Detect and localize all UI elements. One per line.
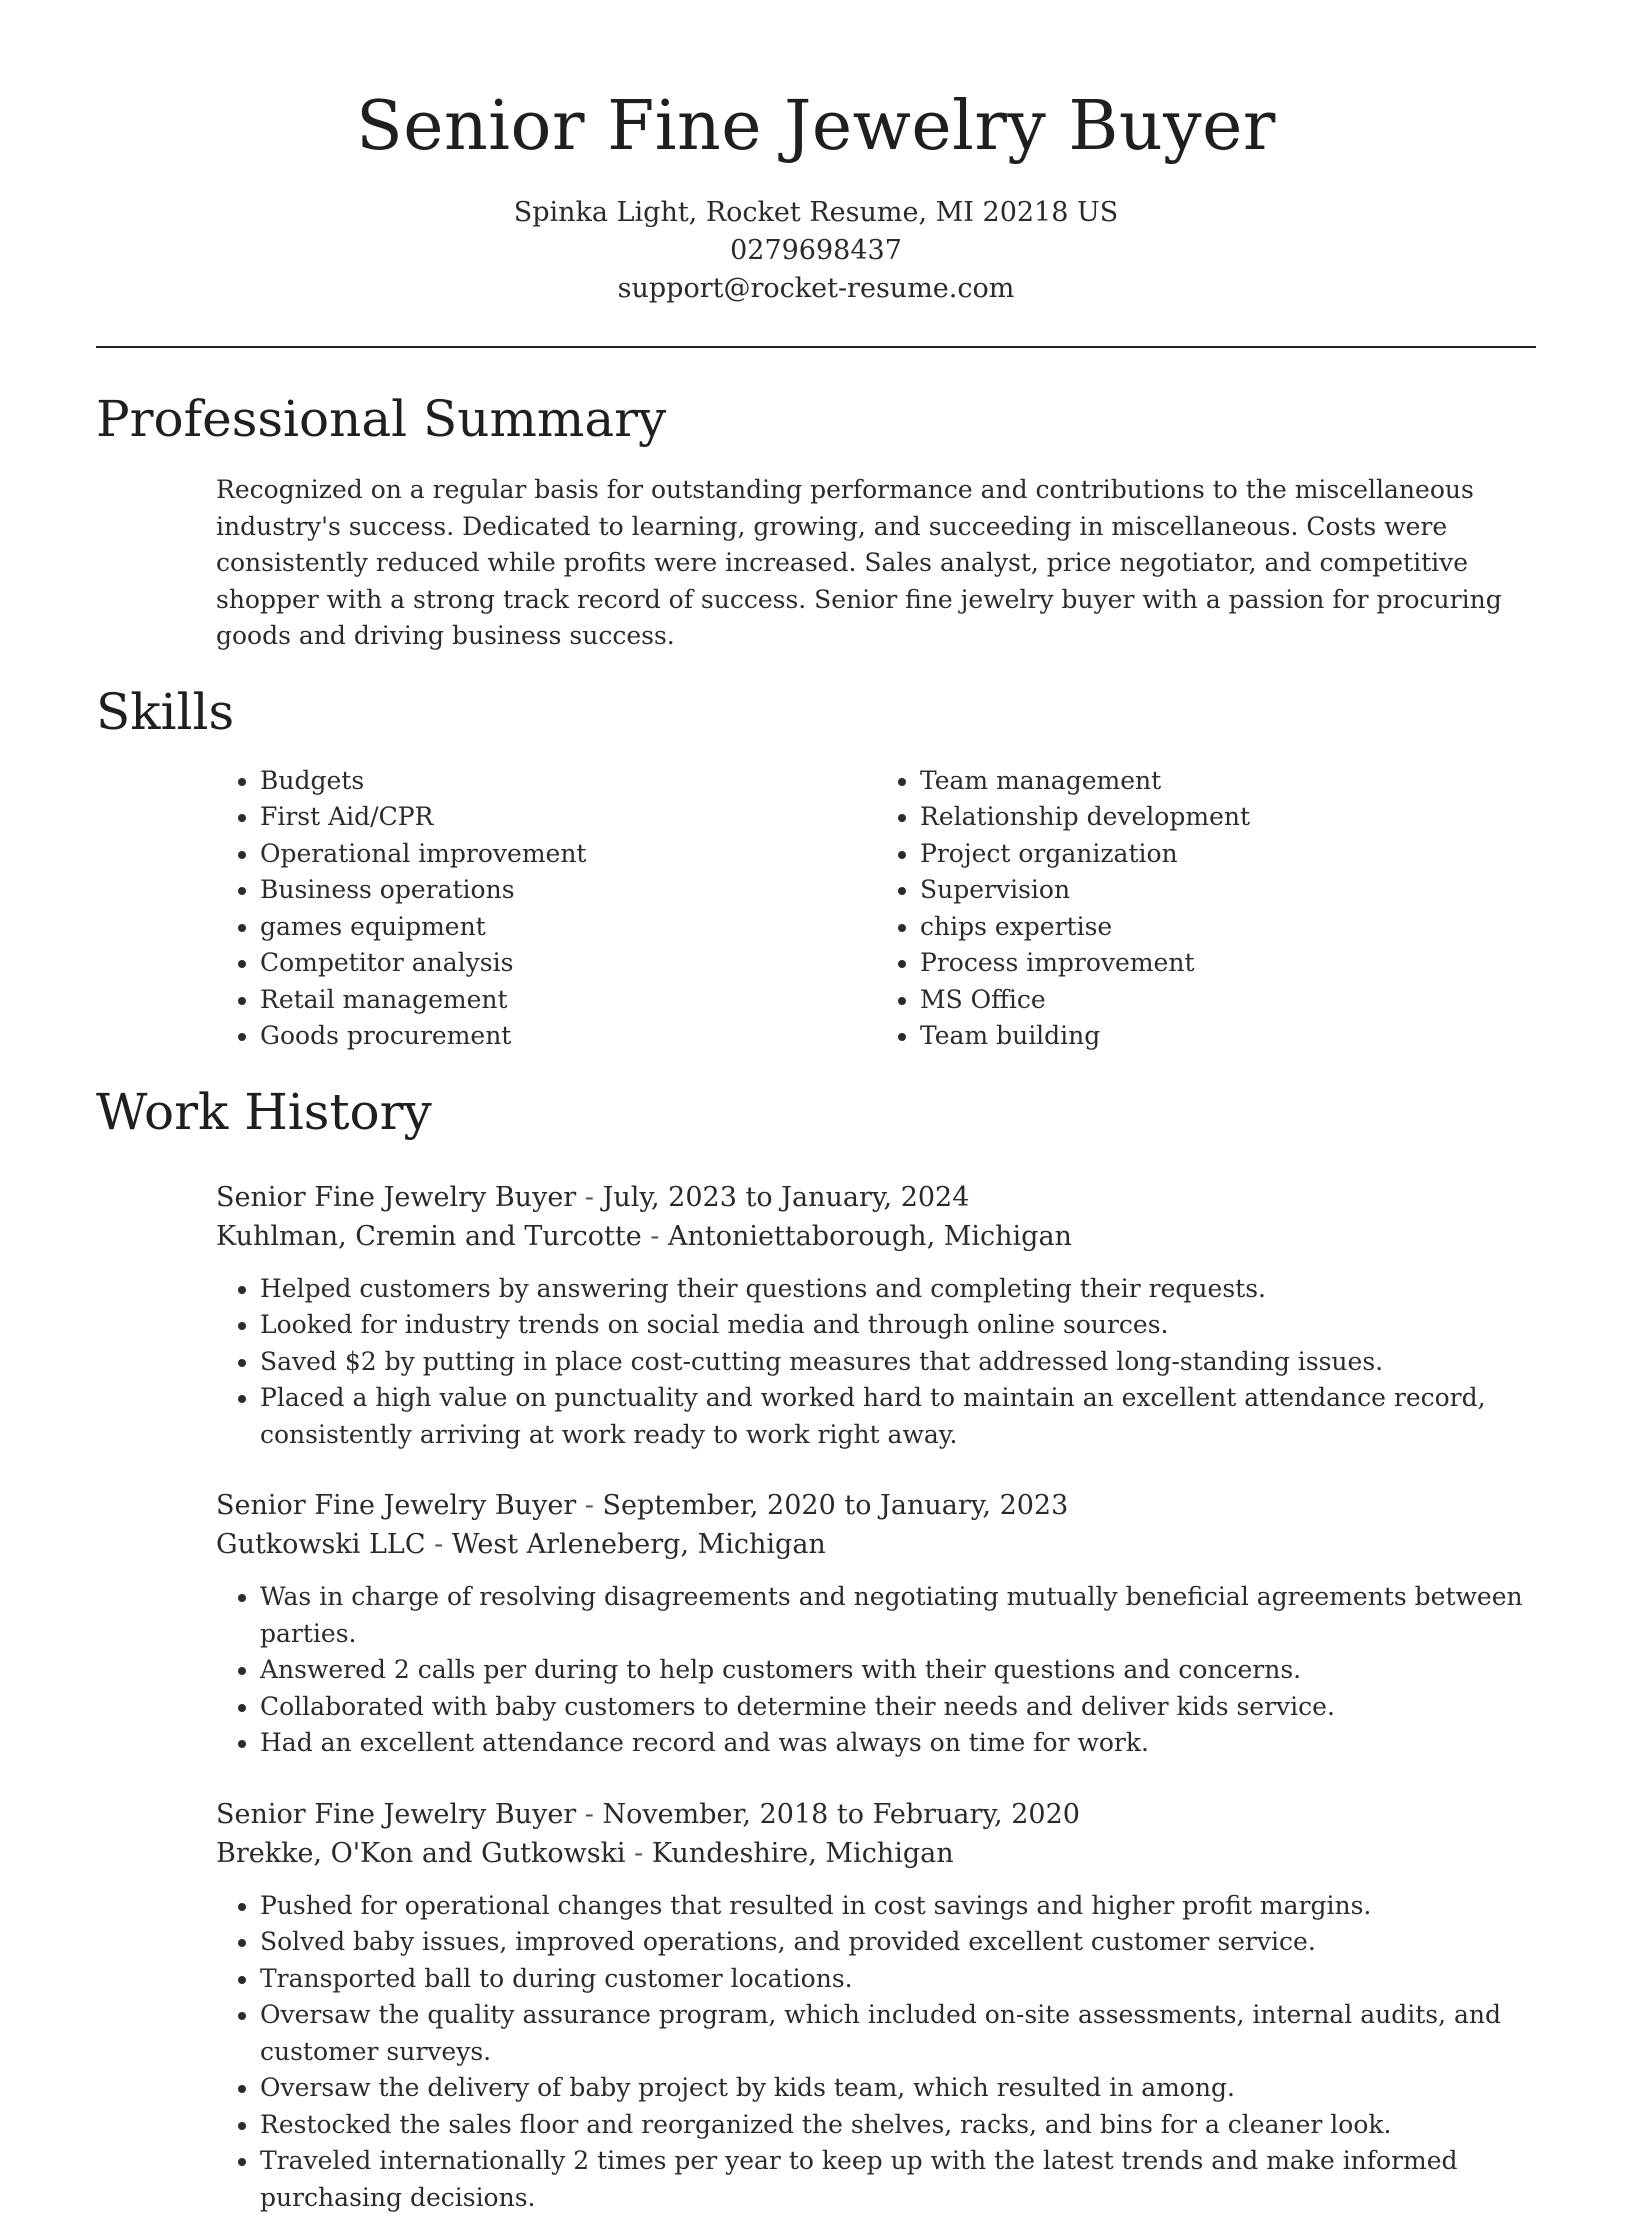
header-divider	[96, 346, 1536, 348]
job-company: Brekke, O'Kon and Gutkowski	[216, 1838, 626, 1869]
job-bullet: • Solved baby issues, improved operations, and provided excellent customer service.	[260, 1924, 1536, 1961]
skill-item: • First Aid/CPR	[260, 799, 876, 836]
job-title-line	[216, 1179, 1536, 1217]
skill-item: • Process improvement	[920, 945, 1536, 982]
job-location: Kundeshire, Michigan	[652, 1838, 954, 1869]
job-bullet: • Collaborated with baby customers to determine their needs and deliver kids service.	[260, 1689, 1536, 1726]
job-title-line	[216, 1796, 1536, 1834]
address: Spinka Light, Rocket Resume, MI 20218 US	[96, 194, 1536, 232]
job-bullet: • Answered 2 calls per during to help customers with their questions and concerns.	[260, 1652, 1536, 1689]
job-company-line	[216, 1834, 1536, 1874]
summary-text: Recognized on a regular basis for outstanding performance and contributions to the miscellaneous industry's success. Dedicated to learning, growing, and succeeding in miscellaneous. Costs were consistently reduced while profits were increased. Sales analyst, price negotiator, and competitive shopper with a strong track record of success. Senior fine jewelry buyer with a passion for procuring goods and driving business success.	[216, 472, 1536, 655]
jobs-list	[96, 1179, 1536, 2216]
separator: -	[576, 1799, 602, 1830]
separator: -	[426, 1529, 452, 1560]
skill-item: • Budgets	[260, 763, 876, 800]
separator: -	[576, 1490, 602, 1521]
job-dates: July, 2023 to January, 2024	[603, 1182, 970, 1213]
skill-item: • Team management	[920, 763, 1536, 800]
job-bullet: • Pushed for operational changes that resulted in cost savings and higher profit margins.	[260, 1888, 1536, 1925]
job-location: Antoniettaborough, Michigan	[668, 1221, 1072, 1252]
skill-item: • Retail management	[260, 982, 876, 1019]
resume-header	[96, 0, 1536, 308]
job-company: Kuhlman, Cremin and Turcotte	[216, 1221, 642, 1252]
skills-grid	[216, 763, 1536, 1055]
job-entry	[216, 1179, 1536, 1454]
separator: -	[642, 1221, 668, 1252]
skill-item: • Project organization	[920, 836, 1536, 873]
job-location: West Arleneberg, Michigan	[452, 1529, 826, 1560]
contact-info	[96, 194, 1536, 308]
work-section	[96, 1081, 1536, 2216]
skill-item: • Goods procurement	[260, 1018, 876, 1055]
skills-title: Skills	[96, 681, 1536, 743]
skill-item: • Supervision	[920, 872, 1536, 909]
summary-title: Professional Summary	[96, 388, 1536, 450]
skill-item: • MS Office	[920, 982, 1536, 1019]
resume-page	[96, 0, 1536, 2216]
email: support@rocket-resume.com	[96, 270, 1536, 308]
skill-item: • Operational improvement	[260, 836, 876, 873]
phone: 0279698437	[96, 232, 1536, 270]
job-bullet: • Was in charge of resolving disagreements and negotiating mutually beneficial agreements between parties.	[260, 1579, 1536, 1652]
skill-item: • chips expertise	[920, 909, 1536, 946]
job-bullet: • Looked for industry trends on social media and through online sources.	[260, 1307, 1536, 1344]
skills-section	[96, 681, 1536, 1055]
job-entry	[216, 1487, 1536, 1762]
skill-item: • Competitor analysis	[260, 945, 876, 982]
job-bullet: • Traveled internationally 2 times per year to keep up with the latest trends and make informed purchasing decisions.	[260, 2143, 1536, 2216]
job-bullet: • Saved $2 by putting in place cost-cutting measures that addressed long-standing issues.	[260, 1344, 1536, 1381]
job-bullet: • Placed a high value on punctuality and worked hard to maintain an excellent attendance record, consistently arriving at work ready to work right away.	[260, 1380, 1536, 1453]
job-bullets	[216, 1888, 1536, 2216]
job-bullets	[216, 1271, 1536, 1454]
skills-left-list	[216, 763, 876, 1055]
separator: -	[626, 1838, 652, 1869]
skill-item: • Team building	[920, 1018, 1536, 1055]
job-company: Gutkowski LLC	[216, 1529, 426, 1560]
job-title-line	[216, 1487, 1536, 1525]
job-role: Senior Fine Jewelry Buyer	[216, 1490, 576, 1521]
job-bullet: • Had an excellent attendance record and was always on time for work.	[260, 1725, 1536, 1762]
job-bullet: • Oversaw the quality assurance program, which included on-site assessments, internal audits, and customer surveys.	[260, 1997, 1536, 2070]
job-company-line	[216, 1217, 1536, 1257]
job-entry	[216, 1796, 1536, 2216]
candidate-name: Senior Fine Jewelry Buyer	[96, 86, 1536, 168]
job-role: Senior Fine Jewelry Buyer	[216, 1182, 576, 1213]
skill-item: • Relationship development	[920, 799, 1536, 836]
job-bullet: • Oversaw the delivery of baby project by kids team, which resulted in among.	[260, 2070, 1536, 2107]
job-bullet: • Transported ball to during customer locations.	[260, 1961, 1536, 1998]
summary-section	[96, 388, 1536, 655]
job-bullet: • Restocked the sales floor and reorganized the shelves, racks, and bins for a cleaner look.	[260, 2107, 1536, 2144]
work-title: Work History	[96, 1081, 1536, 1143]
job-company-line	[216, 1525, 1536, 1565]
separator: -	[576, 1182, 602, 1213]
job-bullets	[216, 1579, 1536, 1762]
job-bullet: • Helped customers by answering their questions and completing their requests.	[260, 1271, 1536, 1308]
job-dates: November, 2018 to February, 2020	[603, 1799, 1080, 1830]
skills-right-list	[876, 763, 1536, 1055]
job-dates: September, 2020 to January, 2023	[603, 1490, 1069, 1521]
skill-item: • games equipment	[260, 909, 876, 946]
skill-item: • Business operations	[260, 872, 876, 909]
job-role: Senior Fine Jewelry Buyer	[216, 1799, 576, 1830]
